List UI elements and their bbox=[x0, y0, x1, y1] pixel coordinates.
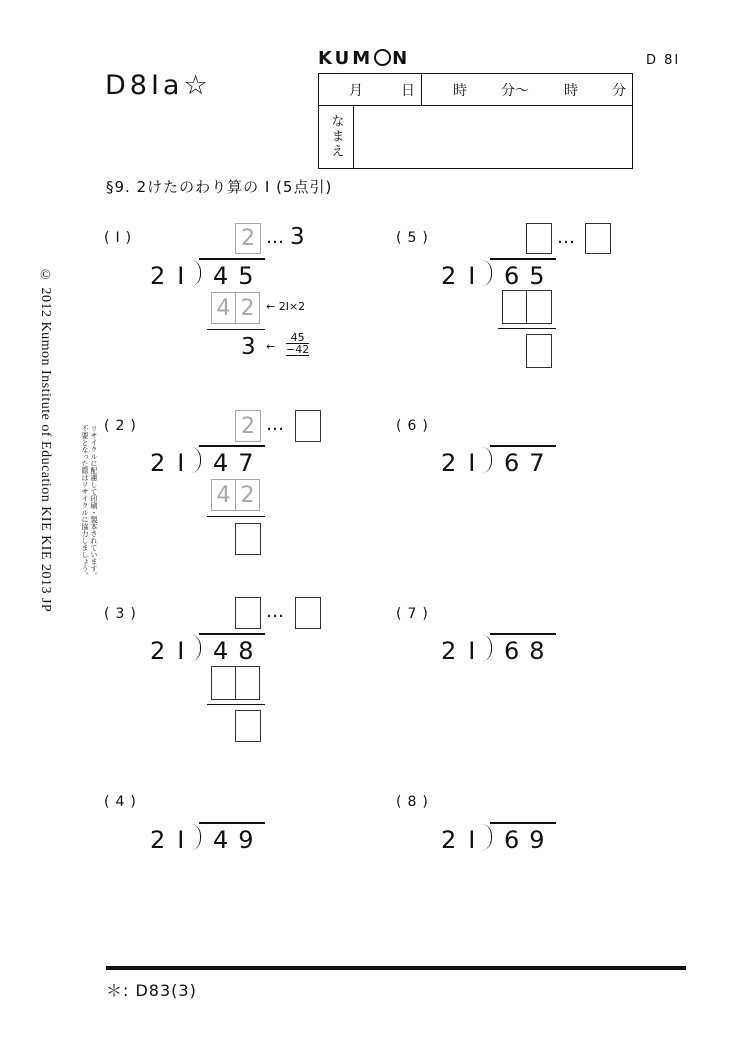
difference-box[interactable] bbox=[235, 523, 261, 555]
remainder-box[interactable] bbox=[295, 597, 321, 629]
divisor: 2I bbox=[150, 826, 197, 854]
remainder-dots: … bbox=[266, 227, 285, 248]
product-ones-box[interactable]: 2 bbox=[235, 479, 260, 511]
date-time-row bbox=[319, 74, 632, 106]
division-bar bbox=[490, 445, 556, 447]
product-tens-box[interactable]: 4 bbox=[211, 479, 236, 511]
footer-reference: ＊: D83(3) bbox=[106, 981, 197, 1000]
sub-note-bottom: −42 bbox=[286, 343, 310, 356]
quotient-box[interactable] bbox=[526, 223, 552, 254]
dividend: 47 bbox=[213, 449, 264, 477]
quotient-box[interactable]: 2 bbox=[235, 223, 261, 254]
recycle-note-line2: 不要となった際はリサイクルに協力しましょう。 bbox=[81, 425, 89, 579]
division-bar bbox=[490, 633, 556, 635]
remainder-box[interactable] bbox=[295, 410, 321, 442]
day-label: 日 bbox=[401, 83, 415, 99]
date-name-box bbox=[318, 73, 633, 169]
multiplication-note: ← 2I×2 bbox=[266, 300, 306, 313]
section-title: §9. 2けたのわり算の I (5点引) bbox=[106, 178, 333, 196]
divisor: 2I bbox=[150, 262, 197, 290]
divisor: 2I bbox=[441, 262, 488, 290]
subtraction-line bbox=[498, 328, 556, 329]
divider bbox=[421, 74, 422, 105]
product-tens-box[interactable] bbox=[211, 666, 236, 700]
divisor: 2I bbox=[150, 637, 197, 665]
product-ones-box[interactable]: 2 bbox=[235, 292, 260, 324]
problem-label: (3) bbox=[104, 606, 142, 622]
copyright-text: © 2012 Kumon Institute of Education KIE KIE 2013 JP bbox=[38, 268, 53, 613]
division-bracket bbox=[482, 260, 492, 286]
hour-label-start: 時 bbox=[453, 83, 467, 99]
recycle-note bbox=[80, 425, 98, 579]
sub-note-top: 45 bbox=[290, 331, 305, 344]
divisor: 2I bbox=[150, 449, 197, 477]
divisor: 2I bbox=[441, 637, 488, 665]
kumon-logo: KUM N bbox=[318, 48, 411, 69]
name-label: なまえ bbox=[319, 105, 354, 168]
remainder-dots: … bbox=[266, 414, 285, 435]
divisor: 2I bbox=[441, 826, 488, 854]
subtraction-line bbox=[207, 516, 265, 517]
division-bracket bbox=[191, 260, 201, 286]
dividend: 67 bbox=[504, 449, 555, 477]
divisor: 2I bbox=[441, 449, 488, 477]
division-bar bbox=[199, 822, 265, 824]
division-bracket bbox=[191, 447, 201, 473]
dividend: 68 bbox=[504, 637, 555, 665]
division-bar bbox=[199, 445, 265, 447]
remainder-answer: 3 bbox=[290, 224, 305, 250]
product-tens-box[interactable] bbox=[502, 290, 527, 324]
remainder-box[interactable] bbox=[585, 223, 611, 254]
problem-label: (6) bbox=[396, 418, 434, 434]
quotient-box[interactable]: 2 bbox=[235, 410, 261, 442]
hour-label-end: 時 bbox=[564, 83, 578, 99]
problem-label: (8) bbox=[396, 794, 434, 810]
month-label: 月 bbox=[349, 83, 363, 99]
remainder-dots: … bbox=[557, 227, 576, 248]
worksheet-code: D8Ia☆ bbox=[105, 70, 212, 101]
minute-label-start: 分〜 bbox=[501, 83, 529, 99]
division-bracket bbox=[191, 635, 201, 661]
dividend: 69 bbox=[504, 826, 555, 854]
problem-label: (5) bbox=[396, 230, 434, 246]
dividend: 45 bbox=[213, 262, 264, 290]
remainder-dots: … bbox=[266, 601, 285, 622]
difference-box[interactable] bbox=[526, 334, 552, 368]
product-ones-box[interactable] bbox=[526, 290, 552, 324]
problem-label: (4) bbox=[104, 794, 142, 810]
page-code: D 8I bbox=[646, 53, 681, 68]
division-bracket bbox=[482, 635, 492, 661]
footer-rule bbox=[106, 966, 686, 970]
dividend: 65 bbox=[504, 262, 555, 290]
product-tens-box[interactable]: 4 bbox=[211, 292, 236, 324]
minute-label-end: 分 bbox=[612, 83, 626, 99]
dividend: 48 bbox=[213, 637, 264, 665]
division-bracket bbox=[191, 824, 201, 850]
division-bar bbox=[199, 633, 265, 635]
remainder-value: 3 bbox=[241, 334, 256, 360]
arrow-icon: ← bbox=[266, 340, 276, 353]
subtraction-note bbox=[286, 332, 309, 358]
division-bar bbox=[490, 822, 556, 824]
division-bracket bbox=[482, 447, 492, 473]
dividend: 49 bbox=[213, 826, 264, 854]
problem-label: (I) bbox=[104, 230, 138, 246]
quotient-box[interactable] bbox=[235, 597, 261, 629]
difference-box[interactable] bbox=[235, 710, 261, 742]
product-ones-box[interactable] bbox=[235, 666, 260, 700]
problem-label: (2) bbox=[104, 418, 142, 434]
division-bar bbox=[490, 258, 556, 260]
subtraction-line bbox=[207, 329, 265, 330]
subtraction-line bbox=[207, 704, 265, 705]
recycle-note-line1: リサイクルに配慮して印刷・製本されています。 bbox=[90, 425, 98, 579]
logo-face-icon bbox=[374, 49, 391, 66]
name-field[interactable] bbox=[354, 106, 630, 166]
problem-label: (7) bbox=[396, 606, 434, 622]
division-bracket bbox=[482, 824, 492, 850]
division-bar bbox=[199, 258, 265, 260]
